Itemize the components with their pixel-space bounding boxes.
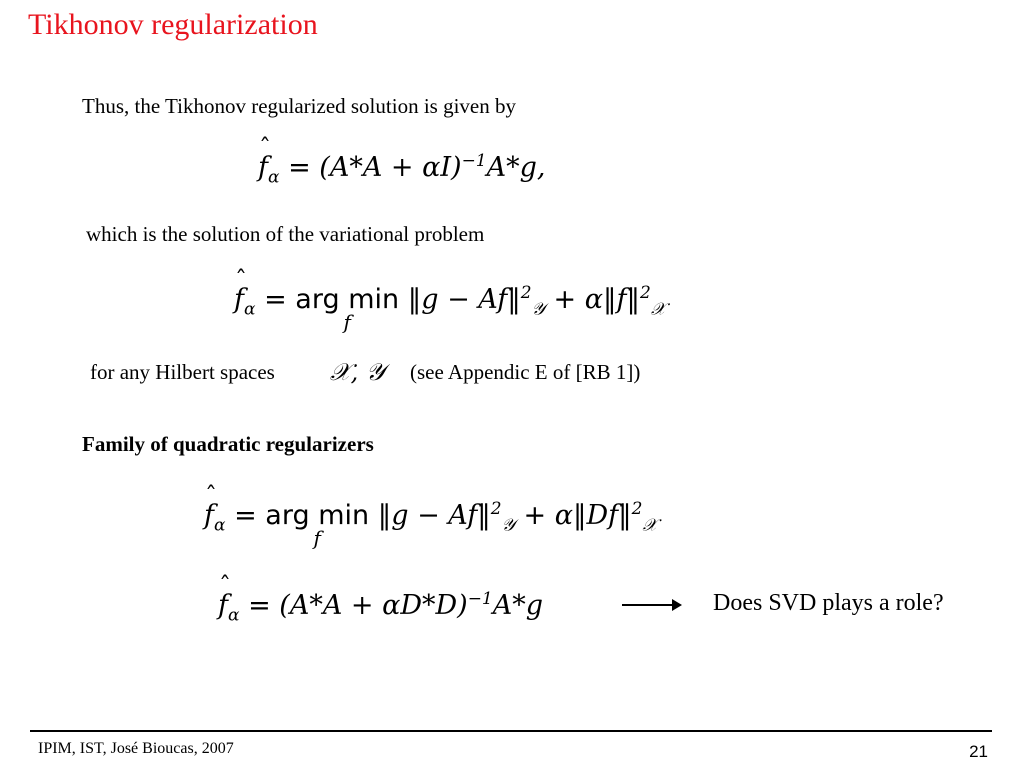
f-hat: ˆ f xyxy=(204,500,214,531)
norm-power: 2 xyxy=(520,283,532,303)
argmin-variable: f xyxy=(313,526,321,550)
plus-sign: + xyxy=(553,284,577,315)
hilbert-symbols: 𝒳, 𝒴 xyxy=(330,358,385,386)
data-fidelity-norm: ‖g − Af‖ xyxy=(407,284,521,315)
norm-space-y: 𝒴 xyxy=(501,515,515,536)
f-hat: ˆ f xyxy=(258,152,268,183)
argmin-variable: f xyxy=(343,310,351,334)
variational-text: which is the solution of the variational problem xyxy=(86,222,485,246)
equals-sign: = xyxy=(234,500,257,531)
inverse-exponent: −1 xyxy=(467,589,493,609)
equals-sign: = xyxy=(264,284,287,315)
norm-space-y: 𝒴 xyxy=(531,299,545,320)
inverse-term: (A*A + αI) xyxy=(319,152,462,183)
equals-sign: = xyxy=(248,590,271,621)
hilbert-text: for any Hilbert spaces xyxy=(90,360,275,384)
norm-power: 2 xyxy=(631,499,643,519)
argmin-label: arg min xyxy=(265,500,370,531)
alpha-subscript: α xyxy=(214,515,226,536)
adjoint-term: A*g xyxy=(492,590,544,621)
argmin-operator xyxy=(295,284,400,334)
f-hat: ˆ f xyxy=(218,590,228,621)
svd-question: Does SVD plays a role? xyxy=(713,590,944,616)
alpha-subscript: α xyxy=(228,605,240,626)
inverse-term: (A*A + αD*D) xyxy=(279,590,468,621)
right-arrow-icon xyxy=(622,604,680,606)
regularizer-norm: α‖Df‖ xyxy=(554,500,632,531)
argmin-operator xyxy=(265,500,370,550)
family-heading: Family of quadratic regularizers xyxy=(82,432,374,456)
norm-power: 2 xyxy=(640,283,651,303)
footer-credit: IPIM, IST, José Bioucas, 2007 xyxy=(38,740,234,757)
equation-closed-form xyxy=(258,151,546,188)
norm-space-x: 𝒳 xyxy=(650,299,666,320)
alpha-subscript: α xyxy=(244,299,256,320)
argmin-label: arg min xyxy=(295,284,400,315)
appendix-reference: (see Appendic E of [RB 1]) xyxy=(410,360,641,384)
adjoint-term: A*g, xyxy=(486,152,546,183)
plus-sign: + xyxy=(523,500,547,531)
alpha-subscript: α xyxy=(268,167,280,188)
equation-variational xyxy=(234,283,666,334)
norm-space-x: 𝒳 xyxy=(642,515,658,536)
intro-text: Thus, the Tikhonov regularized solution is given by xyxy=(82,94,516,118)
footer-divider xyxy=(30,730,992,732)
regularizer-norm: α‖f‖ xyxy=(584,284,640,315)
data-fidelity-norm: ‖g − Af‖ xyxy=(377,500,491,531)
slide-title: Tikhonov regularization xyxy=(28,8,318,41)
norm-power: 2 xyxy=(490,499,502,519)
equals-sign: = xyxy=(288,152,311,183)
page-number: 21 xyxy=(969,742,988,761)
inverse-exponent: −1 xyxy=(461,151,487,171)
equation-generalized-closed-form xyxy=(218,589,544,626)
f-hat: ˆ f xyxy=(234,284,244,315)
equation-generalized-variational xyxy=(204,499,658,550)
